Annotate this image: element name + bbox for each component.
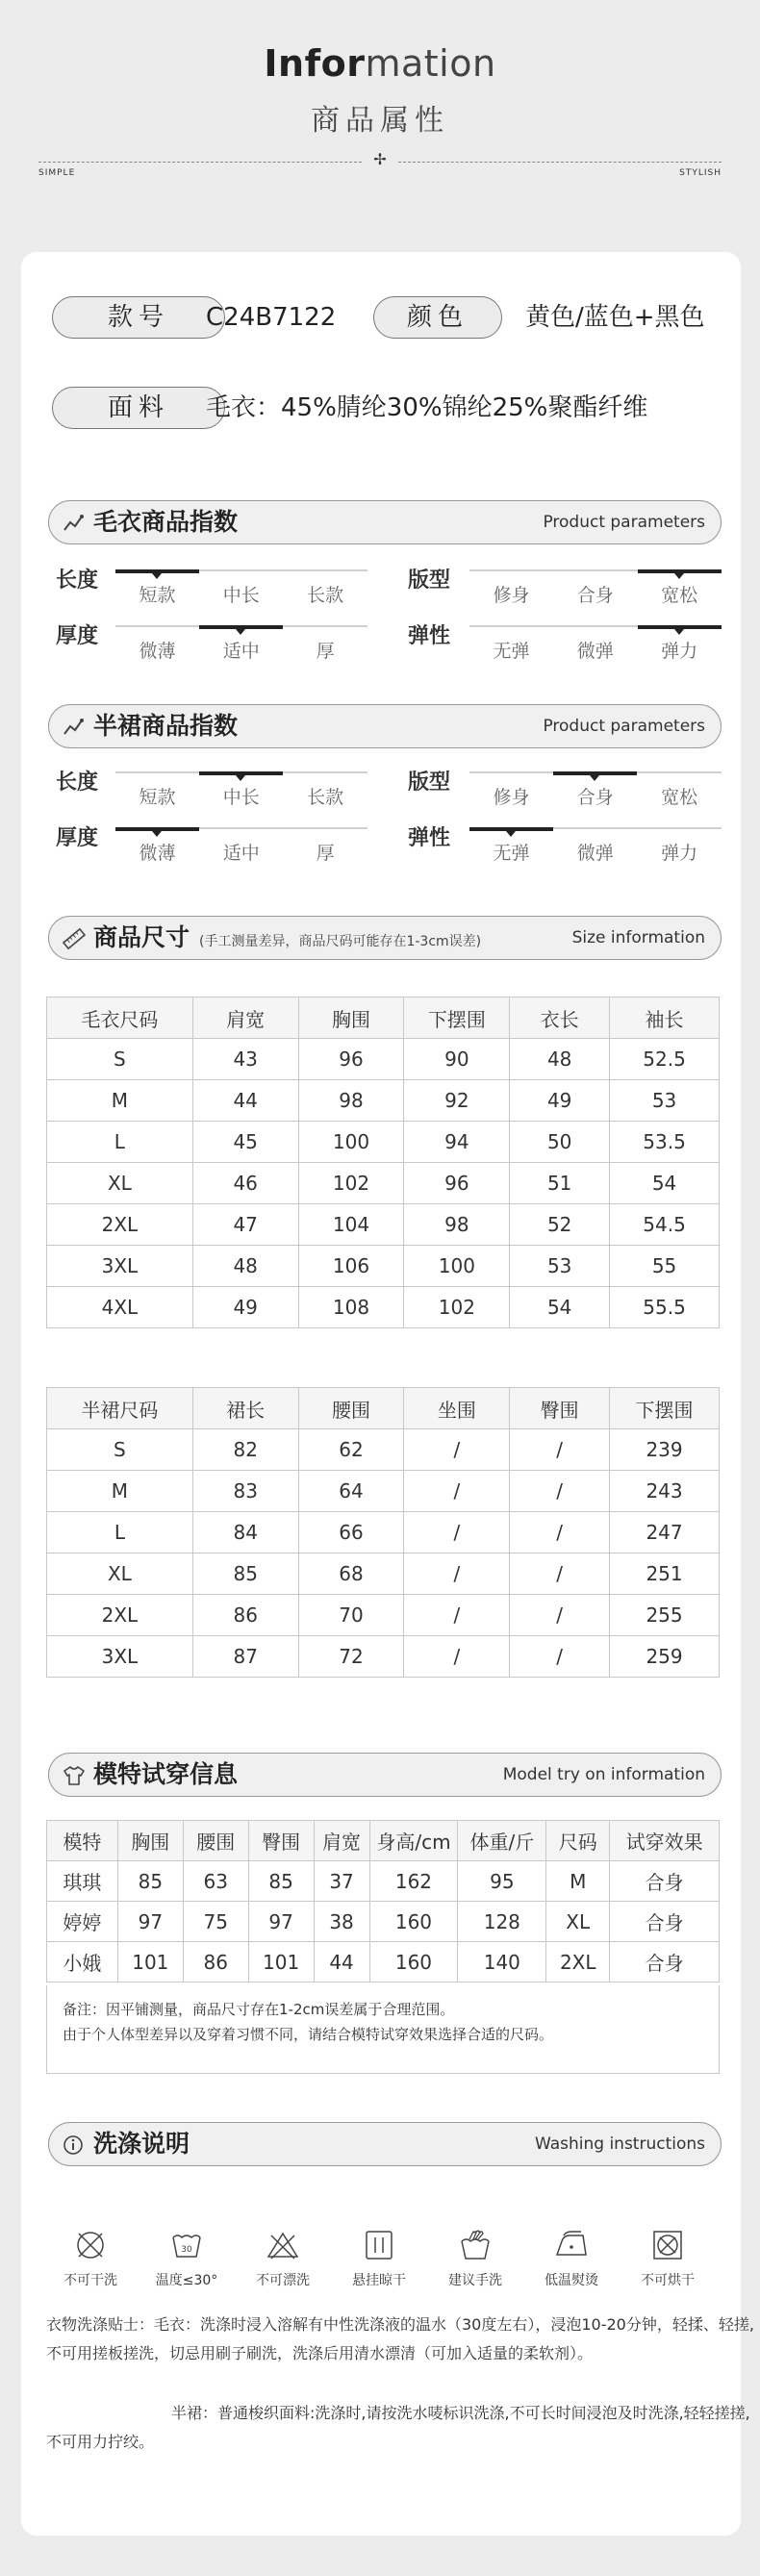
size-section-header: [48, 916, 722, 960]
ruler-icon: [63, 928, 84, 949]
low-iron-icon: [554, 2228, 589, 2262]
table-cell: 85: [248, 1861, 314, 1902]
table-cell: 255: [610, 1595, 720, 1636]
table-cell: 55: [610, 1246, 720, 1287]
table-row: [47, 1039, 720, 1080]
skirt-index-title: 半裙商品指数: [93, 712, 239, 740]
scale-option: 弹力: [661, 641, 698, 662]
scale-pointer-icon: [152, 831, 162, 837]
no-bleach-icon: [266, 2228, 300, 2262]
table-header-cell: 臀围: [248, 1821, 314, 1861]
scale-option: 短款: [139, 787, 176, 808]
index-label: 长度: [56, 568, 99, 593]
table-row: [47, 1512, 720, 1553]
index-label: 版型: [408, 568, 451, 593]
table-header-cell: 身高/cm: [369, 1821, 458, 1861]
table-cell: 38: [314, 1902, 369, 1942]
table-cell: 合身: [610, 1861, 720, 1902]
table-cell: 85: [192, 1553, 298, 1595]
table-cell: 45: [192, 1122, 298, 1163]
scale-option: 宽松: [661, 585, 698, 606]
table-header-cell: 下摆围: [610, 1388, 720, 1429]
wash-item-hand-wash: 建议手洗: [432, 2228, 519, 2289]
table-header-cell: 胸围: [117, 1821, 183, 1861]
index-label: 厚度: [56, 826, 99, 850]
table-cell: 43: [192, 1039, 298, 1080]
header-title: Information: [264, 42, 496, 85]
table-row: [47, 1204, 720, 1246]
table-cell: 66: [298, 1512, 404, 1553]
sweater-index-header: [48, 500, 722, 544]
table-cell: 53: [610, 1080, 720, 1122]
skirt-size-table: [46, 1387, 720, 1678]
table-cell: /: [510, 1636, 610, 1678]
table-cell: 104: [298, 1204, 404, 1246]
scale-pointer-icon: [590, 775, 599, 781]
table-cell: 92: [404, 1080, 510, 1122]
table-cell: 48: [192, 1246, 298, 1287]
table-row: [47, 1163, 720, 1204]
table-row: [47, 1122, 720, 1163]
table-cell: 2XL: [47, 1204, 193, 1246]
table-cell: 108: [298, 1287, 404, 1328]
size-section-title: 商品尺寸 (手工测量差异，商品尺码可能存在1-3cm误差): [93, 923, 482, 951]
table-header-cell: 坐围: [404, 1388, 510, 1429]
table-cell: M: [546, 1861, 610, 1902]
table-cell: 160: [369, 1942, 458, 1983]
wash-item-no-bleach: 不可漂洗: [240, 2228, 326, 2289]
sweater-index-title-en: Product parameters: [543, 513, 705, 532]
table-cell: 44: [314, 1942, 369, 1983]
table-cell: /: [404, 1512, 510, 1553]
scale-option: 修身: [493, 585, 530, 606]
table-cell: 251: [610, 1553, 720, 1595]
fabric-value: 毛衣：45%腈纶30%锦纶25%聚酯纤维: [206, 393, 648, 422]
table-cell: 86: [192, 1595, 298, 1636]
table-cell: 52.5: [610, 1039, 720, 1080]
table-cell: 100: [298, 1122, 404, 1163]
table-header-cell: 袖长: [610, 998, 720, 1039]
table-cell: /: [404, 1595, 510, 1636]
table-cell: 55.5: [610, 1287, 720, 1328]
table-cell: 54: [510, 1287, 610, 1328]
table-cell: 239: [610, 1429, 720, 1471]
table-cell: 3XL: [47, 1636, 193, 1678]
table-header-cell: 衣长: [510, 998, 610, 1039]
model-note-line-2: 由于个人体型差异以及穿着习惯不同，请结合模特试穿效果选择合适的尺码。: [63, 2026, 554, 2043]
table-cell: 94: [404, 1122, 510, 1163]
table-cell: 62: [298, 1429, 404, 1471]
table-cell: /: [404, 1471, 510, 1512]
table-cell: 68: [298, 1553, 404, 1595]
table-row: [47, 1287, 720, 1328]
index-scale: [115, 827, 367, 866]
table-cell: 96: [404, 1163, 510, 1204]
table-cell: /: [510, 1553, 610, 1595]
table-cell: 85: [117, 1861, 183, 1902]
scale-option: 修身: [493, 787, 530, 808]
scale-pointer-icon: [236, 775, 245, 781]
table-cell: 259: [610, 1636, 720, 1678]
index-scale: [469, 771, 722, 810]
table-cell: XL: [47, 1163, 193, 1204]
table-cell: 婷婷: [47, 1902, 118, 1942]
scale-option: 中长: [222, 787, 260, 808]
table-cell: /: [404, 1429, 510, 1471]
product-info-card: [21, 252, 754, 2536]
cross-icon: ✢: [373, 150, 387, 168]
table-row: [47, 1595, 720, 1636]
table-cell: 82: [192, 1429, 298, 1471]
table-cell: XL: [47, 1553, 193, 1595]
table-cell: 53.5: [610, 1122, 720, 1163]
table-header-cell: 肩宽: [314, 1821, 369, 1861]
table-cell: 102: [298, 1163, 404, 1204]
scale-option: 合身: [576, 787, 614, 808]
table-header-row: [47, 998, 720, 1039]
scale-pointer-icon: [674, 573, 684, 579]
scale-option: 适中: [222, 843, 260, 864]
scale-option: 长款: [307, 585, 344, 606]
table-header-cell: 腰围: [183, 1821, 248, 1861]
table-cell: 140: [458, 1942, 546, 1983]
page-header: [0, 0, 760, 252]
no-tumble-dry-icon: [650, 2228, 685, 2262]
table-row: [47, 1902, 720, 1942]
header-divider-left: [38, 162, 362, 163]
table-cell: /: [510, 1429, 610, 1471]
table-cell: 琪琪: [47, 1861, 118, 1902]
index-label: 弹性: [408, 624, 451, 648]
scale-option: 短款: [139, 585, 176, 606]
table-cell: 44: [192, 1080, 298, 1122]
fabric-label: 面料: [52, 387, 225, 429]
scale-option: 厚: [316, 843, 335, 864]
table-cell: 50: [510, 1122, 610, 1163]
table-cell: 47: [192, 1204, 298, 1246]
sweater-index-title: 毛衣商品指数: [93, 508, 239, 536]
table-cell: 52: [510, 1204, 610, 1246]
table-cell: 63: [183, 1861, 248, 1902]
table-cell: 86: [183, 1942, 248, 1983]
model-section-title-en: Model try on information: [502, 1765, 705, 1784]
table-cell: S: [47, 1429, 193, 1471]
table-cell: 97: [117, 1902, 183, 1942]
model-section-title: 模特试穿信息: [93, 1760, 239, 1788]
table-cell: 54.5: [610, 1204, 720, 1246]
table-cell: L: [47, 1512, 193, 1553]
table-cell: 51: [510, 1163, 610, 1204]
model-note-line-1: 备注：因平铺测量，商品尺寸存在1-2cm误差属于合理范围。: [63, 2001, 455, 2018]
table-cell: 162: [369, 1861, 458, 1902]
model-try-on-table: [46, 1820, 720, 1983]
wash-item-low-iron: 低温熨烫: [528, 2228, 615, 2289]
table-cell: /: [510, 1595, 610, 1636]
table-cell: 49: [192, 1287, 298, 1328]
header-subtitle: 商品属性: [311, 104, 449, 138]
table-row: [47, 1471, 720, 1512]
scale-option: 适中: [222, 641, 260, 662]
wash-item-hang-dry: 悬挂晾干: [336, 2228, 422, 2289]
table-cell: 53: [510, 1246, 610, 1287]
care-tips-skirt: 半裙：普通梭织面料:洗涤时,请按洗水唛标识洗涤,不可长时间浸泡及时洗涤,轻轻搓搓,不可用力拧绞。: [46, 2404, 750, 2451]
table-cell: 83: [192, 1471, 298, 1512]
table-row: [47, 1636, 720, 1678]
table-cell: M: [47, 1471, 193, 1512]
wash-section-title: 洗涤说明: [93, 2130, 190, 2158]
table-header-cell: 毛衣尺码: [47, 998, 193, 1039]
hand-wash-icon: [458, 2228, 493, 2262]
scale-option: 微薄: [139, 843, 176, 864]
table-row: [47, 1861, 720, 1902]
wash-item-temperature: 30 温度≤30°: [143, 2228, 230, 2289]
table-cell: /: [404, 1553, 510, 1595]
shirt-icon: [63, 1765, 84, 1786]
index-scale: [469, 625, 722, 664]
scale-option: 宽松: [661, 787, 698, 808]
color-label: 颜色: [373, 296, 502, 339]
table-header-cell: 模特: [47, 1821, 118, 1861]
scale-pointer-icon: [506, 831, 516, 837]
wash-item-no-dry-clean: 不可干洗: [47, 2228, 134, 2289]
size-section-note: (手工测量差异，商品尺码可能存在1-3cm误差): [199, 934, 482, 949]
table-cell: 95: [458, 1861, 546, 1902]
size-section-title-en: Size information: [571, 928, 705, 947]
table-cell: M: [47, 1080, 193, 1122]
scale-option: 合身: [576, 585, 614, 606]
svg-text:30: 30: [181, 2245, 192, 2255]
model-section-header: [48, 1753, 722, 1797]
index-label: 版型: [408, 770, 451, 795]
table-cell: 49: [510, 1080, 610, 1122]
table-cell: 48: [510, 1039, 610, 1080]
table-cell: 46: [192, 1163, 298, 1204]
table-header-cell: 臀围: [510, 1388, 610, 1429]
table-cell: 102: [404, 1287, 510, 1328]
trend-icon: [63, 717, 84, 738]
table-cell: 70: [298, 1595, 404, 1636]
table-cell: 101: [117, 1942, 183, 1983]
table-cell: 小娥: [47, 1942, 118, 1983]
table-row: [47, 1080, 720, 1122]
table-cell: 84: [192, 1512, 298, 1553]
table-header-cell: 半裙尺码: [47, 1388, 193, 1429]
table-cell: L: [47, 1122, 193, 1163]
table-cell: 3XL: [47, 1246, 193, 1287]
table-cell: XL: [546, 1902, 610, 1942]
index-scale: [115, 569, 367, 608]
header-tag-simple: SIMPLE: [38, 168, 76, 178]
wash-30-icon: [169, 2228, 204, 2262]
trend-icon: [63, 513, 84, 534]
table-cell: 2XL: [546, 1942, 610, 1983]
index-scale: [115, 625, 367, 664]
scale-pointer-icon: [236, 629, 245, 635]
table-cell: 97: [248, 1902, 314, 1942]
table-cell: 106: [298, 1246, 404, 1287]
sweater-size-table: [46, 997, 720, 1328]
table-row: [47, 1553, 720, 1595]
table-row: [47, 1429, 720, 1471]
table-cell: 128: [458, 1902, 546, 1942]
table-header-row: [47, 1388, 720, 1429]
table-cell: 90: [404, 1039, 510, 1080]
table-row: [47, 1246, 720, 1287]
no-dry-clean-icon: [73, 2228, 108, 2262]
table-header-cell: 下摆围: [404, 998, 510, 1039]
table-cell: 98: [298, 1080, 404, 1122]
table-cell: 合身: [610, 1902, 720, 1942]
scale-option: 微弹: [576, 641, 614, 662]
table-cell: /: [510, 1471, 610, 1512]
index-label: 弹性: [408, 826, 451, 850]
hang-dry-icon: [362, 2228, 396, 2262]
wash-section-header: [48, 2122, 722, 2166]
table-cell: 合身: [610, 1942, 720, 1983]
table-header-cell: 体重/斤: [458, 1821, 546, 1861]
index-scale: [115, 771, 367, 810]
table-cell: S: [47, 1039, 193, 1080]
table-header-cell: 尺码: [546, 1821, 610, 1861]
skirt-index-title-en: Product parameters: [543, 717, 705, 736]
scale-option: 微薄: [139, 641, 176, 662]
index-scale: [469, 569, 722, 608]
scale-option: 微弹: [576, 843, 614, 864]
table-header-cell: 腰围: [298, 1388, 404, 1429]
table-header-row: [47, 1821, 720, 1861]
scale-option: 长款: [307, 787, 344, 808]
table-cell: 87: [192, 1636, 298, 1678]
table-header-cell: 试穿效果: [610, 1821, 720, 1861]
table-cell: 75: [183, 1902, 248, 1942]
sku-label: 款号: [52, 296, 225, 339]
table-cell: 2XL: [47, 1595, 193, 1636]
table-header-cell: 肩宽: [192, 998, 298, 1039]
table-cell: 160: [369, 1902, 458, 1942]
header-tag-stylish: STYLISH: [679, 168, 722, 178]
table-cell: 98: [404, 1204, 510, 1246]
scale-option: 弹力: [661, 843, 698, 864]
index-label: 长度: [56, 770, 99, 795]
table-cell: 247: [610, 1512, 720, 1553]
table-cell: 54: [610, 1163, 720, 1204]
wash-item-no-tumble-dry: 不可烘干: [624, 2228, 711, 2289]
table-cell: 243: [610, 1471, 720, 1512]
wash-section-title-en: Washing instructions: [534, 2134, 705, 2154]
care-tips-sweater: 衣物洗涤贴士：毛衣：洗涤时浸入溶解有中性洗涤液的温水（30度左右），浸泡10-20分钟，轻揉、轻搓,不可用搓板搓洗，切忌用刷子刷洗，洗涤后用清水漂清（可加入适量的柔软剂）。: [46, 2315, 754, 2362]
table-cell: /: [404, 1636, 510, 1678]
table-row: [47, 1942, 720, 1983]
scale-option: 中长: [222, 585, 260, 606]
table-cell: 4XL: [47, 1287, 193, 1328]
scale-option: 无弹: [493, 641, 530, 662]
table-cell: /: [510, 1512, 610, 1553]
table-cell: 72: [298, 1636, 404, 1678]
scale-pointer-icon: [674, 629, 684, 635]
scale-option: 厚: [316, 641, 335, 662]
sku-value: C24B7122: [206, 303, 337, 332]
color-value: 黄色/蓝色+黑色: [525, 303, 705, 332]
index-scale: [469, 827, 722, 866]
info-icon: [63, 2134, 84, 2156]
table-header-cell: 裙长: [192, 1388, 298, 1429]
table-cell: 64: [298, 1471, 404, 1512]
table-cell: 100: [404, 1246, 510, 1287]
scale-pointer-icon: [152, 573, 162, 579]
skirt-index-header: [48, 704, 722, 748]
table-cell: 37: [314, 1861, 369, 1902]
scale-option: 无弹: [493, 843, 530, 864]
table-header-cell: 胸围: [298, 998, 404, 1039]
index-label: 厚度: [56, 624, 99, 648]
model-note: [46, 1985, 720, 2074]
table-cell: 101: [248, 1942, 314, 1983]
table-cell: 96: [298, 1039, 404, 1080]
header-divider-right: [398, 162, 722, 163]
